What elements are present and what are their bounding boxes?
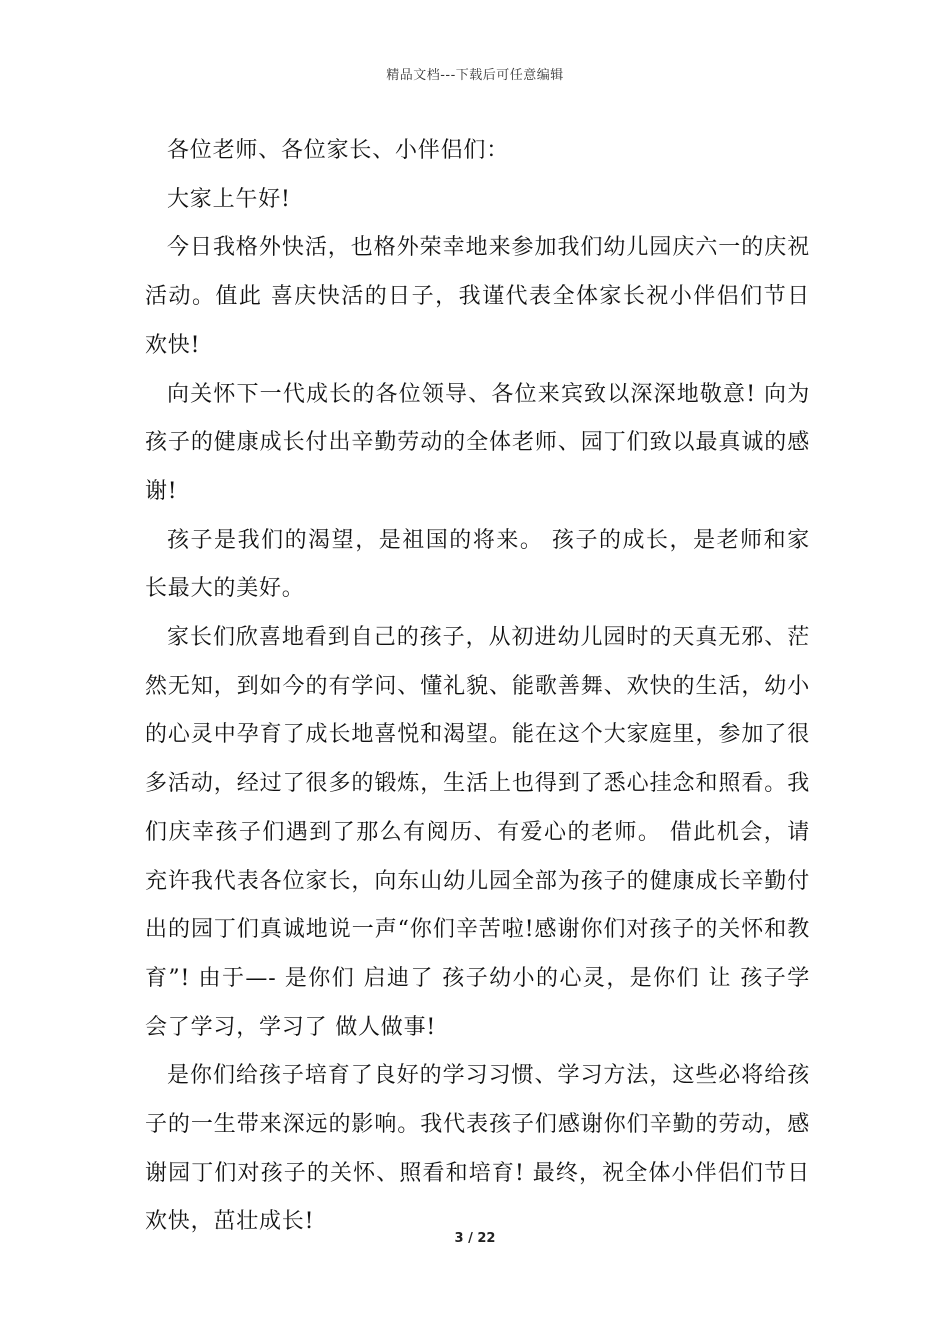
paragraph: 向关怀下一代成长的各位领导、各位来宾致以深深地敬意! 向为孩子的健康成长付出辛勤劳动的全体老师、园丁们致以最真诚的感谢! [145,381,810,504]
page-number: 3 / 22 [454,1231,496,1246]
document-body [145,127,810,1247]
paragraph: 孩子是我们的渴望，是祖国的将来。 孩子的成长，是老师和家长最大的美好。 [145,527,810,602]
greeting-line: 大家上午好! [167,186,291,212]
greeting-salutation: 各位老师、各位家长、小伴侣们： [167,138,510,163]
paragraph: 是你们给孩子培育了良好的学习习惯、学习方法，这些必将给孩子的一生带来深远的影响。我代表孩子们感谢你们辛勤的劳动，感谢园丁们对孩子的关怀、照看和培育! 最终，祝全体小伴侣们节日欢快，茁壮成长! [145,1063,810,1235]
page-header: 精品文档---下载后可任意编辑 [386,68,564,83]
paragraph: 今日我格外快活，也格外荣幸地来参加我们幼儿园庆六一的庆祝活动。值此 喜庆快活的日子，我谨代表全体家长祝小伴侣们节日欢快! [145,235,810,358]
paragraph: 家长们欣喜地看到自己的孩子，从初进幼儿园时的天真无邪、茫然无知，到如今的有学问、懂礼貌、能歌善舞、欢快的生活，幼小的心灵中孕育了成长地喜悦和渴望。能在这个大家庭里，参加了很多活动，经过了很多的锻炼，生活上也得到了悉心挂念和照看。我们庆幸孩子们遇到了那么有阅历、有爱心的老师。 借此机会，请充许我代表各位家长，向东山幼儿园全部为孩子的健康成长辛勤付出的园丁们真诚地说一声“你们辛苦啦!感谢你们对孩子的关怀和教育”! 由于—- 是你们 启迪了 孩子幼小的心灵，是你们 让 孩子学会了学习，学习了 做人做事! [145,625,810,1040]
